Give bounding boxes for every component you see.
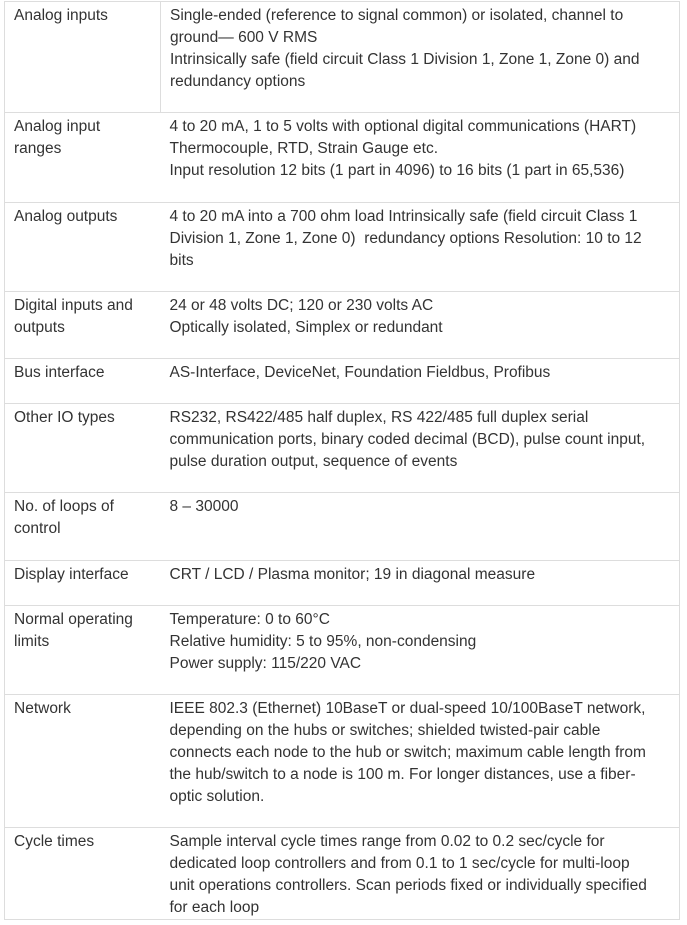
- spec-value-line: the hub/switch to a node is 100 m. For longer distances, use a fiber-: [169, 766, 636, 783]
- spec-label: Analog input ranges: [14, 118, 101, 157]
- spec-value-line: RS232, RS422/485 half duplex, RS 422/485 full duplex serial: [169, 409, 589, 426]
- table-row: [5, 359, 680, 404]
- table-row: [5, 493, 680, 561]
- spec-value-cell: [161, 292, 680, 359]
- spec-label: Cycle times: [14, 833, 95, 850]
- specifications-table-body: [5, 2, 680, 920]
- table-row: [5, 561, 680, 606]
- table-row: [5, 113, 680, 203]
- spec-label: Network: [14, 700, 71, 717]
- spec-label-cell: [5, 2, 161, 113]
- spec-value-line: Temperature: 0 to 60°C: [169, 611, 330, 628]
- spec-value-line: redundancy options: [170, 73, 306, 90]
- spec-value-cell: [161, 404, 680, 493]
- spec-label: Analog inputs: [14, 7, 108, 24]
- spec-value-cell: [161, 359, 680, 404]
- spec-value-line: connects each node to the hub or switch; maximum cable length from: [169, 744, 646, 761]
- table-row: [5, 203, 680, 292]
- table-row: [5, 404, 680, 493]
- spec-value-cell: [161, 828, 680, 920]
- spec-label-cell: [5, 561, 161, 606]
- spec-value-line: Single-ended (reference to signal common) or isolated, channel to: [170, 7, 624, 24]
- spec-value-line: Optically isolated, Simplex or redundant: [169, 319, 443, 336]
- spec-value-line: Division 1, Zone 1, Zone 0) redundancy options Resolution: 10 to 12: [169, 230, 642, 247]
- spec-value-line: communication ports, binary coded decimal (BCD), pulse count input,: [169, 431, 646, 448]
- spec-value-line: Power supply: 115/220 VAC: [169, 655, 362, 672]
- spec-label: Digital inputs and outputs: [14, 297, 133, 336]
- spec-value-line: 4 to 20 mA into a 700 ohm load Intrinsically safe (field circuit Class 1: [169, 208, 638, 225]
- spec-value-line: pulse duration output, sequence of events: [169, 453, 458, 470]
- spec-value-cell: [161, 203, 680, 292]
- spec-value-line: AS-Interface, DeviceNet, Foundation Fieldbus, Profibus: [169, 364, 551, 381]
- spec-label: Analog outputs: [14, 208, 118, 225]
- spec-value-line: unit operations controllers. Scan periods fixed or individually specified: [169, 877, 647, 894]
- spec-label-cell: [5, 493, 161, 561]
- spec-label: No. of loops of control: [14, 498, 114, 537]
- spec-value-line: 8 – 30000: [169, 498, 239, 515]
- table-row: [5, 828, 680, 920]
- spec-label-cell: [5, 203, 161, 292]
- spec-value-line: dedicated loop controllers and from 0.1 to 1 sec/cycle for multi-loop: [169, 855, 630, 872]
- spec-value-cell: [161, 695, 680, 828]
- table-row: [5, 2, 680, 113]
- spec-value-line: for each loop: [169, 899, 260, 916]
- spec-label-cell: [5, 359, 161, 404]
- specifications-table: [4, 1, 680, 920]
- spec-label: Display interface: [14, 566, 129, 583]
- spec-value-line: depending on the hubs or switches; shielded twisted-pair cable: [169, 722, 601, 739]
- spec-value-line: Sample interval cycle times range from 0.02 to 0.2 sec/cycle for: [169, 833, 605, 850]
- spec-label-cell: [5, 606, 161, 695]
- spec-value-line: optic solution.: [169, 788, 265, 805]
- spec-value-cell: [161, 113, 680, 203]
- spec-value-line: CRT / LCD / Plasma monitor; 19 in diagonal measure: [169, 566, 536, 583]
- spec-label-cell: [5, 695, 161, 828]
- spec-label: Other IO types: [14, 409, 115, 426]
- spec-value-cell: [161, 2, 680, 113]
- table-row: [5, 292, 680, 359]
- spec-value-line: bits: [169, 252, 194, 269]
- spec-label-cell: [5, 292, 161, 359]
- spec-label-cell: [5, 113, 161, 203]
- table-row: [5, 606, 680, 695]
- spec-value-line: Thermocouple, RTD, Strain Gauge etc.: [169, 140, 439, 157]
- spec-label: Bus interface: [14, 364, 105, 381]
- spec-label-cell: [5, 404, 161, 493]
- spec-value-line: ground— 600 V RMS: [170, 29, 318, 46]
- spec-value-line: 4 to 20 mA, 1 to 5 volts with optional digital communications (HART): [169, 118, 637, 135]
- spec-label: Normal operating limits: [14, 611, 133, 650]
- spec-value-cell: [161, 561, 680, 606]
- spec-value-line: IEEE 802.3 (Ethernet) 10BaseT or dual-speed 10/100BaseT network,: [169, 700, 646, 717]
- spec-label-cell: [5, 828, 161, 920]
- spec-value-line: Intrinsically safe (field circuit Class 1 Division 1, Zone 1, Zone 0) and: [170, 51, 640, 68]
- spec-value-cell: [161, 606, 680, 695]
- spec-value-line: Relative humidity: 5 to 95%, non-condensing: [169, 633, 477, 650]
- table-row: [5, 695, 680, 828]
- spec-value-cell: [161, 493, 680, 561]
- spec-value-line: 24 or 48 volts DC; 120 or 230 volts AC: [169, 297, 434, 314]
- spec-value-line: Input resolution 12 bits (1 part in 4096) to 16 bits (1 part in 65,536): [169, 162, 625, 179]
